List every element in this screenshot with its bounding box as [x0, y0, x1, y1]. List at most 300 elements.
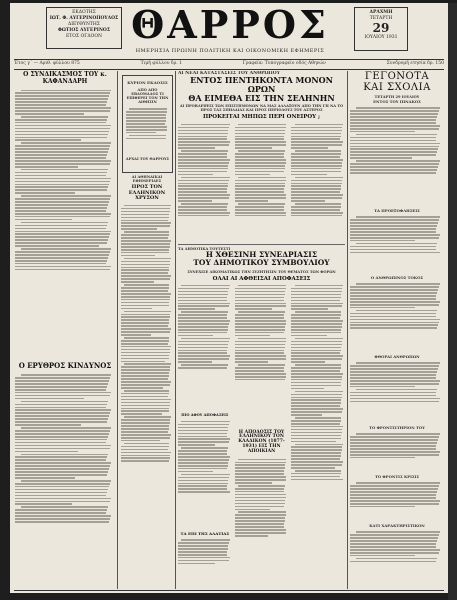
- text-line: [15, 128, 110, 130]
- month-year-label: ΙΟΥΛΙΟΥ 1931: [364, 35, 398, 40]
- text-line: [15, 442, 106, 444]
- text-line: [178, 294, 228, 296]
- text-line: [356, 482, 441, 484]
- text-line: [178, 291, 228, 293]
- text-line: [15, 451, 78, 453]
- text-line: [15, 134, 108, 136]
- text-line: [350, 537, 438, 539]
- text-line: [15, 107, 111, 109]
- text-line: [124, 363, 171, 365]
- text-line: [295, 285, 343, 287]
- text-line: [124, 390, 169, 392]
- text-line: [291, 141, 343, 143]
- text-line: [15, 101, 107, 103]
- text-line: [350, 316, 436, 318]
- text-line: [350, 110, 439, 112]
- text-line: [350, 497, 436, 499]
- text-line: [15, 392, 111, 394]
- text-line: [235, 479, 286, 481]
- text-line: [235, 491, 284, 493]
- text-line: [15, 175, 106, 177]
- text-line: [121, 264, 170, 266]
- info-item: Έτος γ΄ — Αριθ. φύλλου 875: [14, 61, 80, 66]
- text-line: [21, 427, 111, 429]
- text-line: [121, 399, 171, 401]
- column-rule: [117, 71, 118, 589]
- right-section-head: ΤΟ ΦΡΟΝΤΙΣΤΗΡΙΟΝ ΤΟΥ: [369, 425, 425, 430]
- text-line: [291, 426, 343, 428]
- text-line: [178, 542, 229, 544]
- text-line: [121, 237, 168, 239]
- text-line: [15, 213, 111, 215]
- text-line: [291, 329, 341, 331]
- text-line: [178, 551, 227, 553]
- text-line: [235, 523, 284, 525]
- text-line: [178, 326, 228, 328]
- text-line: [181, 421, 229, 423]
- text-line: [350, 219, 439, 221]
- text-line: [121, 408, 169, 410]
- text-line: [291, 320, 343, 322]
- text-line: [121, 419, 170, 421]
- text-line: [291, 215, 342, 217]
- text-line: [238, 150, 285, 152]
- center-text-a: [178, 122, 232, 262]
- text-line: [15, 198, 110, 200]
- text-line: [121, 328, 171, 330]
- text-line: [15, 512, 106, 514]
- right-text-4: [350, 361, 444, 423]
- text-line: [291, 446, 342, 448]
- text-line: [350, 442, 437, 444]
- left-article-text-2: [15, 373, 115, 589]
- text-line: [291, 429, 342, 431]
- text-line: [291, 408, 343, 410]
- text-line: [181, 285, 229, 287]
- info-item: Τιμή φύλλου δρ. 1: [140, 61, 182, 66]
- text-line: [235, 514, 286, 516]
- text-line: [235, 323, 286, 325]
- text-line: [235, 165, 285, 167]
- text-line: [121, 214, 169, 216]
- text-line: [178, 127, 229, 129]
- text-line: [350, 295, 436, 297]
- text-line: [15, 492, 107, 494]
- text-line: [291, 347, 341, 349]
- text-line: [350, 555, 415, 557]
- narrow-column: [121, 175, 173, 589]
- text-line: [291, 405, 340, 407]
- text-line: [178, 162, 229, 164]
- text-line: [15, 219, 72, 221]
- text-line: [15, 110, 110, 112]
- center-text-g: [235, 284, 289, 429]
- text-line: [121, 296, 170, 298]
- ear-line: ΦΩΤΙΟΣ ΑΥΓΕΡΙΝΟΣ: [57, 28, 111, 33]
- text-line: [15, 204, 108, 206]
- right-text-1: [350, 106, 444, 206]
- text-line: [291, 138, 340, 140]
- text-line: [291, 438, 340, 440]
- lower-left-subhead: ΠΙΟ ΑΦΟΥ ΑΠΟΦΑΣΕΙΣ: [181, 412, 229, 417]
- text-line: [350, 231, 436, 233]
- text-line: [350, 436, 439, 438]
- text-line: [291, 432, 341, 434]
- text-line: [235, 482, 272, 484]
- text-line: [235, 185, 285, 187]
- text-line: [15, 122, 106, 124]
- text-line: [178, 355, 230, 357]
- text-line: [235, 350, 284, 352]
- text-line: [121, 314, 170, 316]
- text-line: [121, 249, 169, 251]
- text-line: [178, 317, 227, 319]
- ear-line: ΕΤΟΣ ΟΓΔΟΟΝ: [66, 34, 102, 39]
- story2-headline-1: Η ΧΘΕΣΙΝΗ ΣΥΝΕΔΡΙΑΣΙΣ: [205, 250, 318, 259]
- text-line: [15, 257, 108, 259]
- text-line: [15, 137, 107, 139]
- right-section-head: ΤΟ ΦΡΟΝΤΙΣ ΚΡΙΣΙΣ: [374, 474, 420, 479]
- text-line: [291, 452, 341, 454]
- text-line: [15, 412, 110, 414]
- text-line: [235, 288, 286, 290]
- text-line: [121, 437, 170, 439]
- text-line: [235, 188, 284, 190]
- text-line: [178, 459, 229, 461]
- text-line: [15, 404, 107, 406]
- text-line: [350, 534, 439, 536]
- text-line: [356, 433, 441, 435]
- text-line: [121, 372, 169, 374]
- text-line: [291, 388, 323, 390]
- text-line: [178, 323, 229, 325]
- text-line: [121, 434, 171, 436]
- text-line: [126, 117, 166, 119]
- text-line: [178, 444, 215, 446]
- text-line: [178, 358, 229, 360]
- text-line: [350, 252, 440, 254]
- text-line: [15, 389, 106, 391]
- text-line: [15, 207, 107, 209]
- text-line: [350, 561, 436, 563]
- text-line: [235, 494, 287, 496]
- text-line: [121, 293, 171, 295]
- text-line: [235, 517, 285, 519]
- text-line: [121, 308, 152, 310]
- salt-headline: ΤΑ ΕΠΙ ΤΗΣ ΑΛΑΤΙΑΣ: [180, 530, 230, 536]
- text-line: [178, 180, 229, 182]
- text-line: [15, 210, 106, 212]
- text-line: [15, 216, 110, 218]
- text-line: [121, 331, 170, 333]
- text-line: [178, 491, 230, 493]
- text-line: [350, 543, 436, 545]
- text-line: [15, 189, 107, 191]
- notice-signature: ΑΡΧΑΙ ΤΟΥ ΘΑΡΡΟΥΣ: [125, 157, 170, 161]
- text-line: [126, 138, 166, 140]
- text-line: [15, 498, 111, 500]
- text-line: [291, 153, 340, 155]
- text-line: [350, 286, 439, 288]
- text-line: [235, 370, 284, 372]
- text-line: [126, 126, 167, 128]
- text-line: [121, 355, 169, 357]
- text-line: [235, 358, 286, 360]
- text-line: [178, 548, 228, 550]
- text-line: [121, 275, 171, 277]
- text-line: [295, 311, 342, 313]
- text-line: [356, 216, 441, 218]
- text-line: [291, 206, 340, 208]
- text-line: [15, 98, 108, 100]
- text-line: [235, 506, 284, 508]
- text-line: [21, 169, 108, 171]
- text-line: [15, 125, 111, 127]
- text-line: [235, 162, 286, 164]
- text-line: [178, 471, 213, 473]
- text-line: [181, 447, 228, 449]
- text-line: [350, 368, 438, 370]
- text-line: [235, 133, 285, 135]
- text-line: [121, 252, 169, 254]
- center-story-rule: [178, 244, 345, 245]
- ear-line: ΙΩΤ. Φ. ΑΥΓΕΡΙΝΟΠΟΥΛΟΣ: [49, 16, 119, 21]
- text-line: [178, 156, 227, 158]
- text-line: [235, 297, 284, 299]
- text-line: [178, 456, 230, 458]
- text-line: [121, 343, 168, 345]
- text-line: [295, 470, 342, 472]
- text-line: [291, 441, 336, 443]
- text-line: [121, 290, 168, 292]
- text-line: [15, 95, 109, 97]
- text-line: [15, 445, 111, 447]
- text-line: [291, 479, 343, 481]
- text-line: [235, 300, 284, 302]
- text-line: [178, 341, 229, 343]
- text-line: [121, 305, 169, 307]
- text-line: [178, 320, 230, 322]
- text-line: [235, 303, 287, 305]
- text-line: [295, 203, 342, 205]
- text-line: [235, 314, 284, 316]
- text-line: [291, 461, 343, 463]
- text-line: [235, 332, 284, 334]
- center-lower-col-a: [178, 284, 232, 574]
- info-item: Γραφεία: Τυπογραφείο οδός Αθηνών: [242, 61, 326, 66]
- text-line: [291, 194, 343, 196]
- center-kicker: ΑΙ ΝΕΑΙ ΚΑΤΑΣΤΑΣΕΙΣ ΤΟΥ ΑΝΘΡΩΠΟΥ: [178, 71, 280, 76]
- right-subhead: ΕΝΤΟΣ ΤΟΥ ΠΙΝΑΚΟΣ: [373, 99, 421, 104]
- text-line: [291, 168, 341, 170]
- text-line: [235, 215, 286, 217]
- text-line: [121, 228, 157, 230]
- notice-heading: ΚΥΡΙΟΝ ΕΚΔΟΣΙΣ: [127, 80, 168, 85]
- text-line: [350, 172, 436, 174]
- text-line: [291, 449, 341, 451]
- center-columns-bottom: [178, 284, 345, 574]
- text-line: [121, 267, 169, 269]
- text-line: [235, 294, 285, 296]
- text-line: [235, 467, 285, 469]
- text-line: [178, 159, 230, 161]
- text-line: [126, 132, 156, 134]
- text-line: [21, 195, 111, 197]
- text-line: [178, 314, 227, 316]
- text-line: [21, 90, 111, 92]
- text-line: [21, 374, 111, 376]
- text-line: [238, 511, 286, 513]
- text-line: [350, 289, 438, 291]
- text-line: [178, 329, 228, 331]
- text-line: [291, 294, 341, 296]
- text-line: [126, 123, 165, 125]
- text-line: [181, 338, 229, 340]
- text-line: [235, 200, 269, 202]
- right-column: [350, 71, 444, 589]
- text-line: [291, 352, 340, 354]
- text-line: [178, 194, 230, 196]
- newspaper-page: [10, 3, 448, 593]
- text-line: [350, 131, 415, 133]
- text-line: [356, 558, 438, 560]
- right-text-3: [350, 282, 444, 352]
- text-line: [21, 116, 108, 118]
- text-line: [291, 376, 342, 378]
- text-line: [235, 367, 284, 369]
- text-line: [15, 254, 109, 256]
- text-line: [178, 477, 229, 479]
- narrow-article-text: [121, 204, 173, 584]
- text-line: [121, 460, 169, 462]
- text-line: [291, 212, 343, 214]
- text-line: [350, 494, 436, 496]
- text-line: [178, 133, 228, 135]
- text-line: [235, 136, 284, 138]
- text-line: [121, 425, 169, 427]
- text-line: [178, 427, 228, 429]
- text-line: [235, 197, 286, 199]
- text-line: [291, 133, 341, 135]
- center-deck: ΑΙ ΠΡΟΒΛΕΨΕΙΣ ΤΩΝ ΕΠΙΣΤΗΜΟΝΩΝ ΝΑ ΜΑΣ ΑΛΛΑΞΟΥΝ ΑΠΟ ΤΗΝ ΓΗ ΝΑ ΤΟ ΠΡΟΣ ΤΑΣ ΣΠΗΛΑΙΑΣ ΚΑΙ ΠΡΟΣ ΠΕΡΙΟΔΟΥΣ ΤΟΥ ΑΣΤΕΡΟΣ: [179, 104, 344, 113]
- text-line: [235, 156, 284, 158]
- text-line: [121, 446, 169, 448]
- text-line: [291, 174, 326, 176]
- text-line: [178, 361, 212, 363]
- text-line: [350, 298, 436, 300]
- text-line: [295, 124, 343, 126]
- text-line: [121, 325, 168, 327]
- text-line: [350, 324, 438, 326]
- text-line: [15, 260, 107, 262]
- text-line: [121, 422, 170, 424]
- text-line: [15, 139, 81, 141]
- text-line: [350, 113, 438, 115]
- text-line: [295, 391, 343, 393]
- text-line: [178, 130, 228, 132]
- text-line: [350, 228, 436, 230]
- text-line: [350, 240, 415, 242]
- text-line: [21, 401, 108, 403]
- text-line: [15, 465, 110, 467]
- text-line: [291, 171, 340, 173]
- masthead-rule-bottom: [14, 69, 444, 70]
- text-line: [350, 365, 439, 367]
- text-line: [235, 532, 286, 534]
- text-line: [350, 386, 415, 388]
- text-line: [178, 197, 229, 199]
- text-line: [235, 141, 287, 143]
- center-text-d: [178, 284, 232, 412]
- text-line: [350, 451, 440, 453]
- text-line: [124, 284, 169, 286]
- text-line: [350, 457, 415, 459]
- text-line: [350, 383, 439, 385]
- text-line: [350, 125, 440, 127]
- column-rule: [347, 71, 348, 589]
- text-line: [291, 382, 341, 384]
- text-line: [178, 483, 228, 485]
- text-line: [121, 349, 170, 351]
- text-line: [181, 177, 229, 179]
- text-line: [291, 402, 340, 404]
- text-line: [178, 183, 228, 185]
- text-line: [121, 217, 169, 219]
- center-headline-2: ΘΑ ΕΙΜΕΘΑ ΕΙΣ ΤΗΝ ΣΕΛΗΝΗΝ: [188, 92, 335, 103]
- text-line: [235, 183, 285, 185]
- text-line: [238, 177, 286, 179]
- text-line: [356, 531, 441, 533]
- text-line: [235, 341, 286, 343]
- text-line: [121, 387, 163, 389]
- text-line: [235, 130, 285, 132]
- text-line: [350, 246, 436, 248]
- text-line: [181, 124, 229, 126]
- text-line: [235, 308, 272, 310]
- text-line: [291, 370, 340, 372]
- text-line: [356, 362, 441, 364]
- text-line: [15, 145, 110, 147]
- text-line: [121, 246, 170, 248]
- text-line: [121, 449, 168, 451]
- text-line: [350, 116, 437, 118]
- notice-subheading: ΑΠΟ ΑΠΟ ΕΒΔΟΜΑΔΟΣ ΤΙ ΕΠΙΦΕΡΕΙ ΤΟΝ ΤΗΝ ΑΙΘΗΣΙΝ: [126, 88, 169, 104]
- publisher-box: [46, 7, 122, 49]
- text-line: [235, 291, 285, 293]
- text-line: [15, 163, 110, 165]
- text-line: [15, 471, 108, 473]
- text-line: [178, 209, 227, 211]
- text-line: [291, 473, 340, 475]
- text-line: [350, 448, 436, 450]
- text-line: [291, 332, 340, 334]
- text-line: [291, 185, 341, 187]
- text-line: [356, 243, 438, 245]
- text-line: [356, 310, 438, 312]
- text-line: [178, 468, 227, 470]
- text-line: [178, 136, 227, 138]
- text-line: [178, 153, 227, 155]
- text-line: [350, 392, 436, 394]
- text-line: [350, 500, 440, 502]
- text-line: [178, 171, 227, 173]
- text-line: [350, 322, 439, 324]
- text-line: [291, 183, 341, 185]
- text-line: [178, 367, 227, 369]
- text-line: [178, 200, 212, 202]
- text-line: [350, 506, 415, 508]
- text-line: [291, 423, 340, 425]
